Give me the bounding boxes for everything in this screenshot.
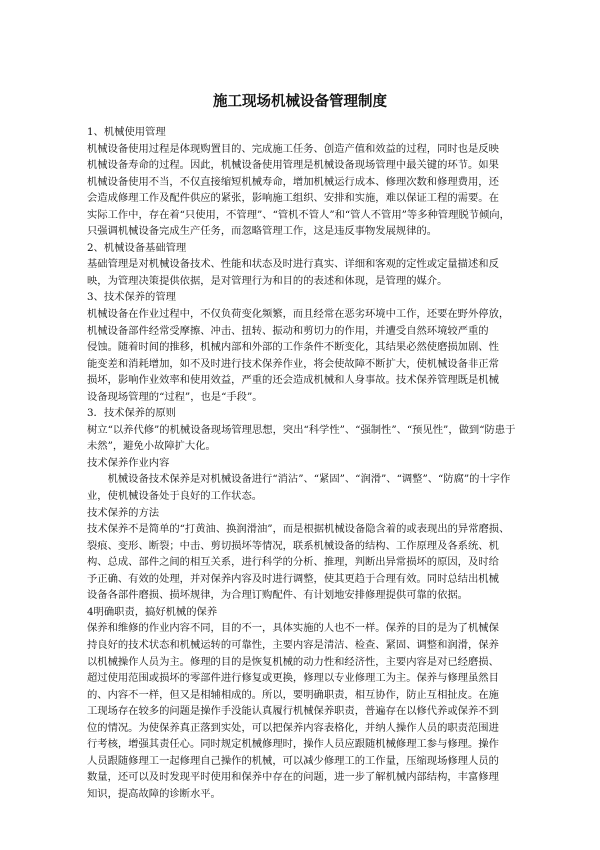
- text-line: 能变差和消耗增加，如不及时进行技术保养作业，将会使故障不断扩大，使机械设备非正常: [87, 357, 499, 370]
- text-line: 3．技术保养的原则: [87, 407, 176, 420]
- text-line: 未然”，避免小故障扩大化。: [87, 440, 216, 453]
- text-line: 构、总成、部件之间的相互关系，进行科学的分析、推理，判断出异常损坏的原因，及时给: [87, 556, 499, 569]
- text-line: 侵蚀。随着时间的推移，机械内部和外部的工作条件不断变化，其结果必然使磨损加剧、性: [87, 341, 499, 354]
- text-line: 4明确职责，搞好机械的保养: [87, 605, 218, 618]
- text-line: 行考核，增强其责任心。同时规定机械修理时，操作人员应跟随机械修理工参与修理。操作: [87, 738, 499, 751]
- text-line: 人员跟随修理工一起修理自己操作的机械，可以减少修理工的工作量，压缩现场修理人员的: [87, 754, 499, 767]
- text-line: 的、内容不一样，但又是相辅相成的。所以，要明确职责，相互协作，防止互相扯皮。在施: [87, 688, 499, 701]
- text-line: 技术保养作业内容: [87, 456, 170, 469]
- text-line: 机械设备寿命的过程。因此，机械设备使用管理是机械设备现场管理中最关键的环节。如果: [87, 159, 499, 172]
- text-line: 1、机械使用管理: [87, 126, 166, 138]
- text-line: 机械设备部件经常受摩擦、冲击、扭转、振动和剪切力的作用，并遭受自然环境较严重的: [87, 324, 489, 337]
- text-line: 知识，提高故障的诊断水平。: [87, 787, 221, 800]
- text-line: 机械设备使用过程是体现购置目的、完成施工任务、创造产值和效益的过程，同时也是反映: [87, 142, 499, 155]
- text-line: 机械设备使用不当，不仅直接缩短机械寿命，增加机械运行成本、修理次数和修理费用，还: [87, 175, 499, 188]
- text-line: 保养和维修的作业内容不同，目的不一，具体实施的人也不一样。保养的目的是为了机械保: [87, 622, 499, 635]
- text-line: 持良好的技术状态和机械运转的可靠性，主要内容是清洁、检查、紧固、调整和润滑，保养: [87, 638, 499, 651]
- text-line: 数量，还可以及时发现平时使用和保养中存在的问题，进一步了解机械内部结构，丰富修理: [87, 771, 499, 784]
- text-line: 业，使机械设备处于良好的工作状态。: [87, 490, 263, 503]
- document-title: 施工现场机械设备管理制度: [213, 94, 387, 110]
- text-line: 实际工作中，存在着“只使用，不管理”、“管机不管人”和“管人不管用”等多种管理脱节倾向，: [87, 208, 510, 221]
- text-line: 损坏，影响作业效率和使用效益，严重的还会造成机械和人身事故。技术保养管理既是机械: [87, 374, 499, 387]
- text-line: 机械设备技术保养是对机械设备进行“消沾”、“紧固”、“润滑”、“调整”、“防腐”的十字作: [87, 473, 511, 486]
- text-line: 予正确、有效的处理，并对保养内容及时进行调整，使其更趋于合理有效。同时总结出机械: [87, 572, 499, 585]
- text-line: 技术保养的方法: [87, 506, 160, 519]
- text-line: 只强调机械设备完成生产任务，而忽略管理工作，这是违反事物发展规律的。: [87, 225, 438, 238]
- text-line: 基础管理是对机械设备技术、性能和状态及时进行真实、详细和客观的定性或定量描述和反: [87, 258, 499, 271]
- document-body: [87, 124, 517, 802]
- text-line: 设备现场管理的“过程”，也是“手段”。: [87, 390, 263, 403]
- text-line: 会造成修理工作及配件供应的紧张，影响施工组织、安排和实施，难以保证工程的需要。在: [87, 192, 499, 205]
- text-line: 设备各部件磨损、损坏规律，为合理订购配件、有计划地安排修理提供可靠的依据。: [87, 589, 468, 602]
- text-line: 2、机械设备基础管理: [87, 241, 187, 254]
- text-line: 映，为管理决策提供依据，是对管理行为和目的的表述和体现，是管理的媒介。: [87, 274, 448, 287]
- text-line: 机械设备在作业过程中，不仅负荷变化频繁，而且经常在恶劣环境中工作，还要在野外停放，: [87, 308, 510, 321]
- text-line: 工现场存在较多的问题是操作手没能认真履行机械保养职责，普遍存在以修代养或保养不到: [87, 705, 499, 718]
- text-line: 树立“以养代修”的机械设备现场管理思想，突出“科学性”、“强制性”、“预见性”，做到“防患于: [87, 423, 516, 436]
- text-line: 位的情况。为使保养真正落到实处，可以把保养内容表格化，并纳人操作人员的职责范围进: [87, 721, 499, 734]
- text-line: 3、技术保养的管理: [87, 291, 176, 304]
- text-line: 技术保养不是简单的“打黄油、换润滑油”，而是根据机械设备隐含着的或表现出的异常磨损、: [87, 523, 510, 536]
- text-line: 裂痕、变形、断裂；中击、剪切损坏等情况，联系机械设备的结构、工作原理及各系统、机: [87, 539, 499, 552]
- text-line: 超过使用范围或损坏的零部件进行修复或更换，修理以专业修理工为主。保养与修理虽然目: [87, 672, 499, 685]
- text-line: 以机械操作人员为主。修理的目的是恢复机械的动力性和经济性，主要内容是对已经磨损、: [87, 655, 499, 668]
